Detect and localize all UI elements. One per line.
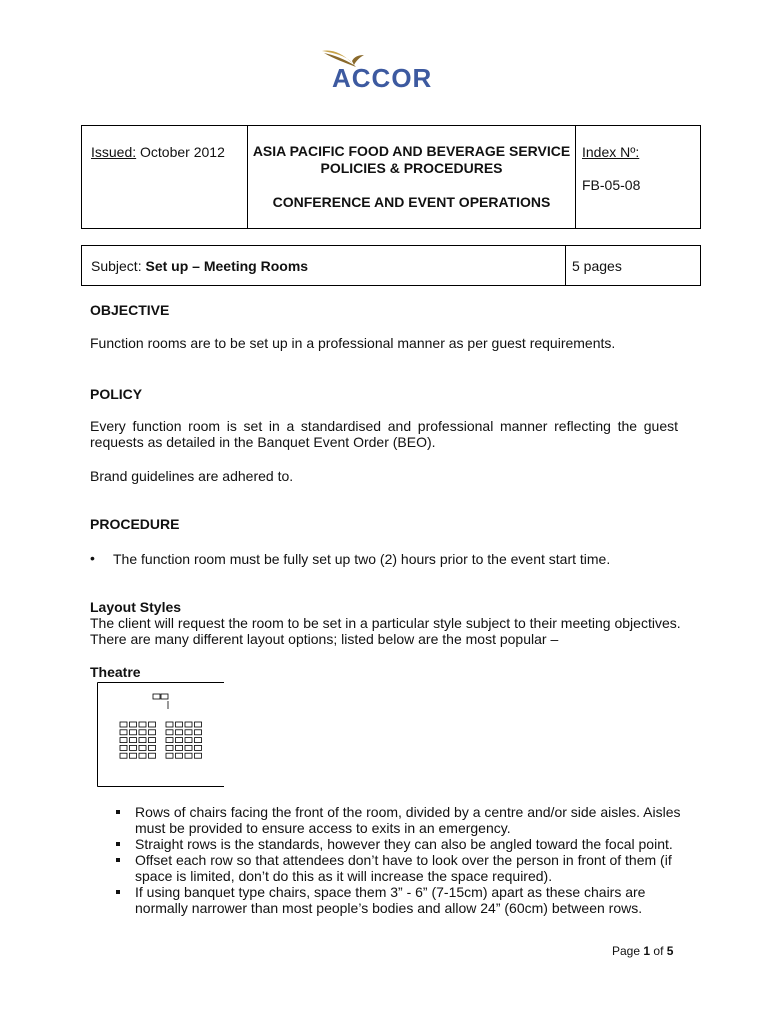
page-footer [612,944,673,958]
chair [185,722,192,727]
procedure-heading: PROCEDURE [90,516,180,532]
presenter-seat [153,694,160,699]
chair [149,753,156,758]
chair [195,738,202,743]
policy-heading: POLICY [90,386,143,402]
title-cell [248,126,576,229]
pages-cell: 5 pages [566,246,701,286]
chair [139,730,146,735]
title-line3: CONFERENCE AND EVENT OPERATIONS [272,194,551,210]
chair [185,745,192,750]
chair [185,730,192,735]
presenter-seat [161,694,168,699]
chair [195,745,202,750]
policy-text-2: Brand guidelines are adhered to. [90,468,294,484]
chair [176,753,183,758]
chair [130,753,137,758]
chair [176,730,183,735]
chair [130,722,137,727]
subject-table [81,245,701,286]
subject-value: Set up – Meeting Rooms [145,257,309,274]
chair [149,745,156,750]
header-table [81,125,701,229]
objective-text: Function rooms are to be set up in a professional manner as per guest requirements. [90,335,616,351]
accor-logo [318,47,454,91]
chair [185,738,192,743]
list-item: Rows of chairs facing the front of the room, divided by a centre and/or side aisles. Aisles must be provided to ensure access to exits in an emergency. [116,804,696,836]
chair [149,730,156,735]
chair [166,722,173,727]
page-of-label: of [653,944,664,958]
chair [120,738,127,743]
logo-text: ACCOR [332,63,433,93]
chair [139,753,146,758]
list-item: Offset each row so that attendees don’t have to look over the person in front of them (if space is limited, don’t do this as it will increase the space required). [116,852,696,884]
bullet-icon: • [90,550,95,566]
page-number: 1 [643,944,651,958]
issued-cell [82,126,248,229]
chair [149,722,156,727]
chair [130,738,137,743]
page-total: 5 [666,944,674,958]
chair [195,730,202,735]
chair [149,738,156,743]
chair [139,722,146,727]
index-cell [576,126,701,229]
title-line2: POLICIES & PROCEDURES [320,160,503,176]
objective-heading: OBJECTIVE [90,302,170,318]
layout-styles-text: The client will request the room to be set in a particular style subject to their meeting objectives. There are many different layout options; listed below are the most popular – [90,615,681,647]
title-line1: ASIA PACIFIC FOOD AND BEVERAGE SERVICE [252,143,571,159]
procedure-item: The function room must be fully set up two (2) hours prior to the event start time. [113,551,611,567]
issued-value: October 2012 [140,144,225,160]
chair [166,738,173,743]
chair [130,730,137,735]
chair [139,738,146,743]
chair [166,730,173,735]
chair [120,722,127,727]
list-item: Straight rows is the standards, however they can also be angled toward the focal point. [116,836,696,852]
subject-label: Subject: [91,257,142,274]
chair [195,753,202,758]
chair [130,745,137,750]
issued-label: Issued: [91,144,137,160]
index-value: FB-05-08 [582,177,641,193]
page-label: Page [612,944,641,958]
chair [166,745,173,750]
chair [120,745,127,750]
chair [120,730,127,735]
chair [120,753,127,758]
chair [166,753,173,758]
index-label: Index Nº: [582,144,640,160]
subject-cell [82,246,566,286]
theatre-points [116,804,696,916]
chair [185,753,192,758]
chair [176,745,183,750]
list-item: If using banquet type chairs, space them 3” - 6” (7-15cm) apart as these chairs are normally narrower than most people’s bodies and allow 24” (60cm) between rows. [116,884,696,916]
policy-text: Every function room is set in a standardised and professional manner reflecting the guest requests as detailed in the Banquet Event Order (BEO). [90,418,678,450]
layout-styles-heading: Layout Styles [90,599,182,615]
chair [176,738,183,743]
theatre-heading: Theatre [90,664,141,680]
chair [195,722,202,727]
chair [176,722,183,727]
chair [139,745,146,750]
theatre-layout-diagram [97,682,225,787]
